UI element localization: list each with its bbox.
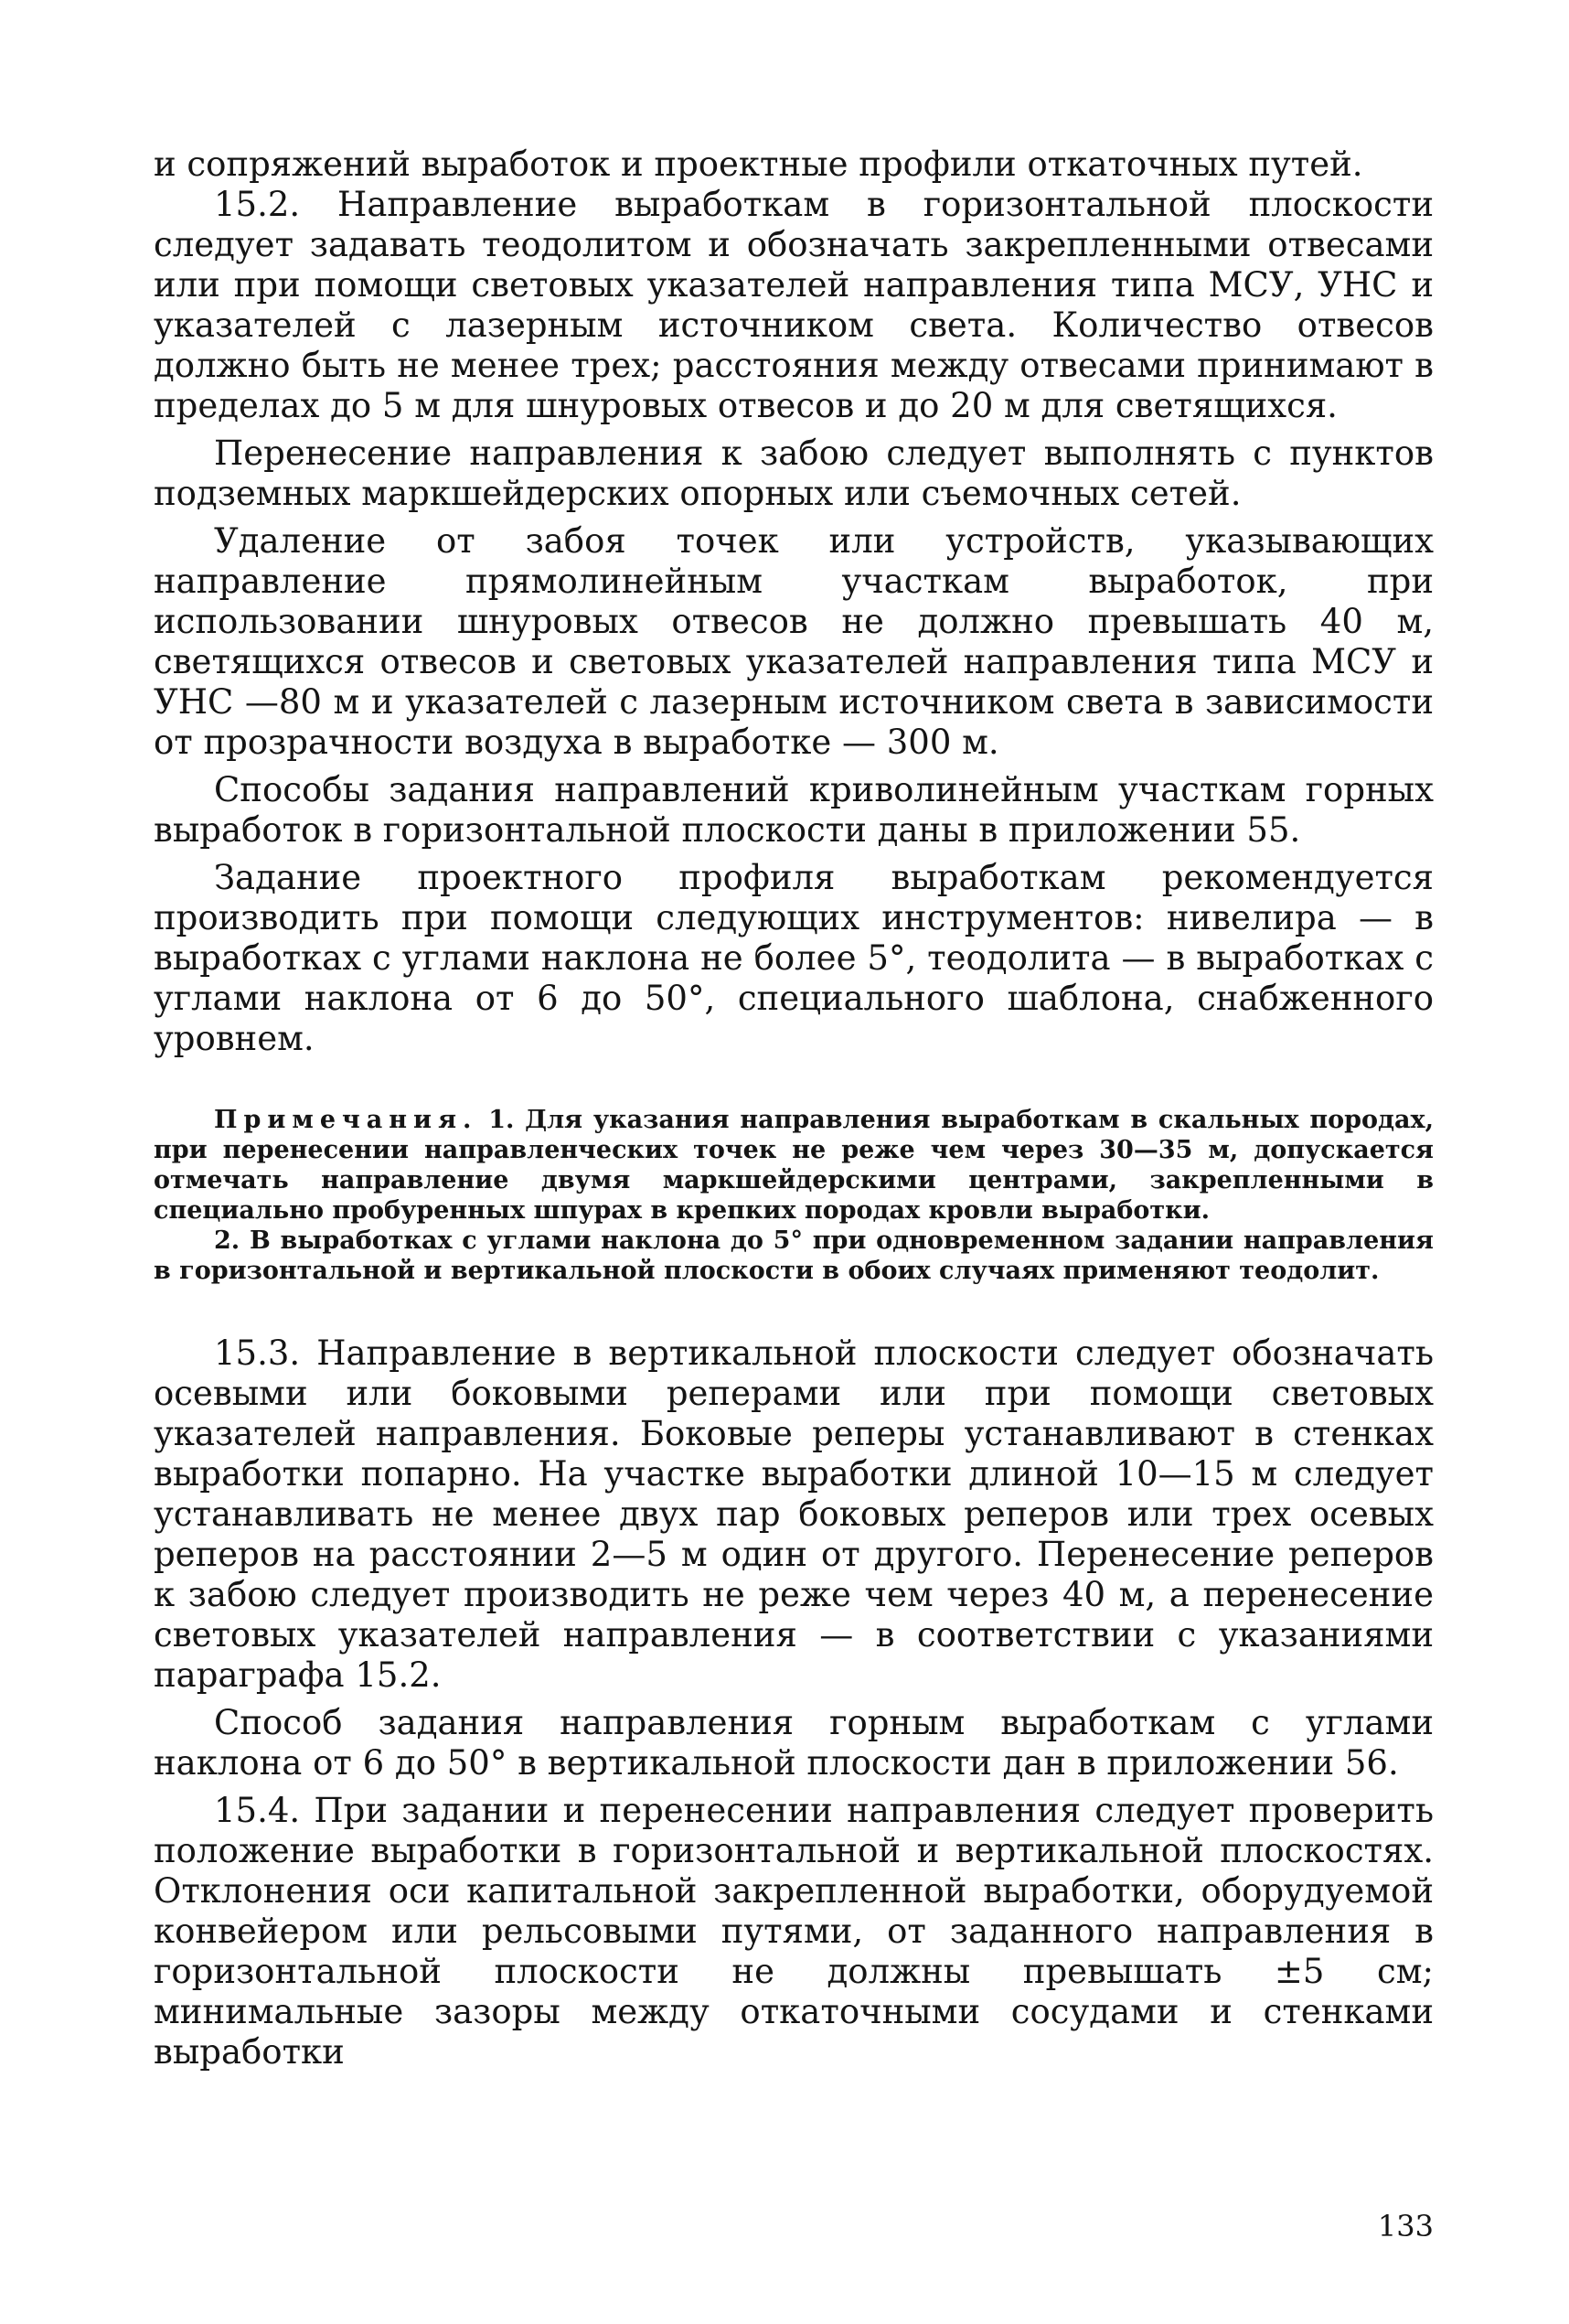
page-number: 133: [1377, 2209, 1434, 2244]
paragraph-design-profile: Задание проектного профиля выработкам рекомендуется производить при помощи следующих инструментов: нивелира — в выработках с углами наклона не более 5°, теодолита — в выработках с углами наклона от 6 до 50°, специального шаблона, снабженного уровнем.: [154, 858, 1434, 1058]
paragraph-continuation: и сопряжений выработок и проектные профили откаточных путей.: [154, 145, 1363, 184]
paragraph-curved-sections: Способы задания направлений криволинейным участкам горных выработок в горизонтальной плоскости даны в приложении 55.: [154, 770, 1434, 850]
note-2: 2. В выработках с углами наклона до 5° при одновременном задании направления в горизонтальной и вертикальной плоскости в обоих случаях применяют теодолит.: [154, 1226, 1434, 1285]
notes-block: [154, 1105, 1434, 1286]
notes-heading: Примечания.: [214, 1106, 478, 1134]
note-1: [154, 1105, 1434, 1226]
paragraph-15-2: 15.2. Направление выработкам в горизонтальной плоскости следует задавать теодолитом и обозначать закрепленными отвесами или при помощи световых указателей направления типа МСУ, УНС и указателей с лазерным источником света. Количество отвесов должно быть не менее трех; расстояния между отвесами принимают в пределах до 5 м для шнуровых отвесов и до 20 м для светящихся.: [154, 185, 1434, 425]
page-body: [154, 145, 1434, 2072]
paragraph-distance-from-face: Удаление от забоя точек или устройств, указывающих направление прямолинейным участкам выработок, при использовании шнуровых отвесов не должно превышать 40 м, светящихся отвесов и световых указателей направления типа МСУ и УНС —80 м и указателей с лазерным источником света в зависимости от прозрачности воздуха в выработке — 300 м.: [154, 521, 1434, 762]
paragraph-transfer-direction: Перенесение направления к забою следует выполнять с пунктов подземных маркшейдерских опорных или съемочных сетей.: [154, 434, 1434, 513]
paragraph-15-4: 15.4. При задании и перенесении направления следует проверить положение выработки в горизонтальной и вертикальной плоскостях. Отклонения оси капитальной закрепленной выработки, оборудуемой конвейером или рельсовыми путями, от заданного направления в горизонтальной плоскости не должны превышать ±5 см; минимальные зазоры между откаточными сосудами и стенками выработки: [154, 1791, 1434, 2072]
paragraph-15-3: 15.3. Направление в вертикальной плоскости следует обозначать осевыми или боковыми реперами или при помощи световых указателей направления. Боковые реперы устанавливают в стенках выработки попарно. На участке выработки длиной 10—15 м следует устанавливать не менее двух пар боковых реперов или трех осевых реперов на расстоянии 2—5 м один от другого. Перенесение реперов к забою следует производить не реже чем через 40 м, а перенесение световых указателей направления — в соответствии с указаниями параграфа 15.2.: [154, 1333, 1434, 1695]
note-1-text: 1. Для указания направления выработкам в скальных породах, при перенесении направленческих точек не реже чем через 30—35 м, допускается отмечать направление двумя маркшейдерскими центрами, закрепленными в специально пробуренных шпурах в крепких породах кровли выработки.: [154, 1106, 1435, 1225]
paragraph-vertical-method: Способ задания направления горным выработкам с углами наклона от 6 до 50° в вертикальной плоскости дан в приложении 56.: [154, 1703, 1434, 1783]
